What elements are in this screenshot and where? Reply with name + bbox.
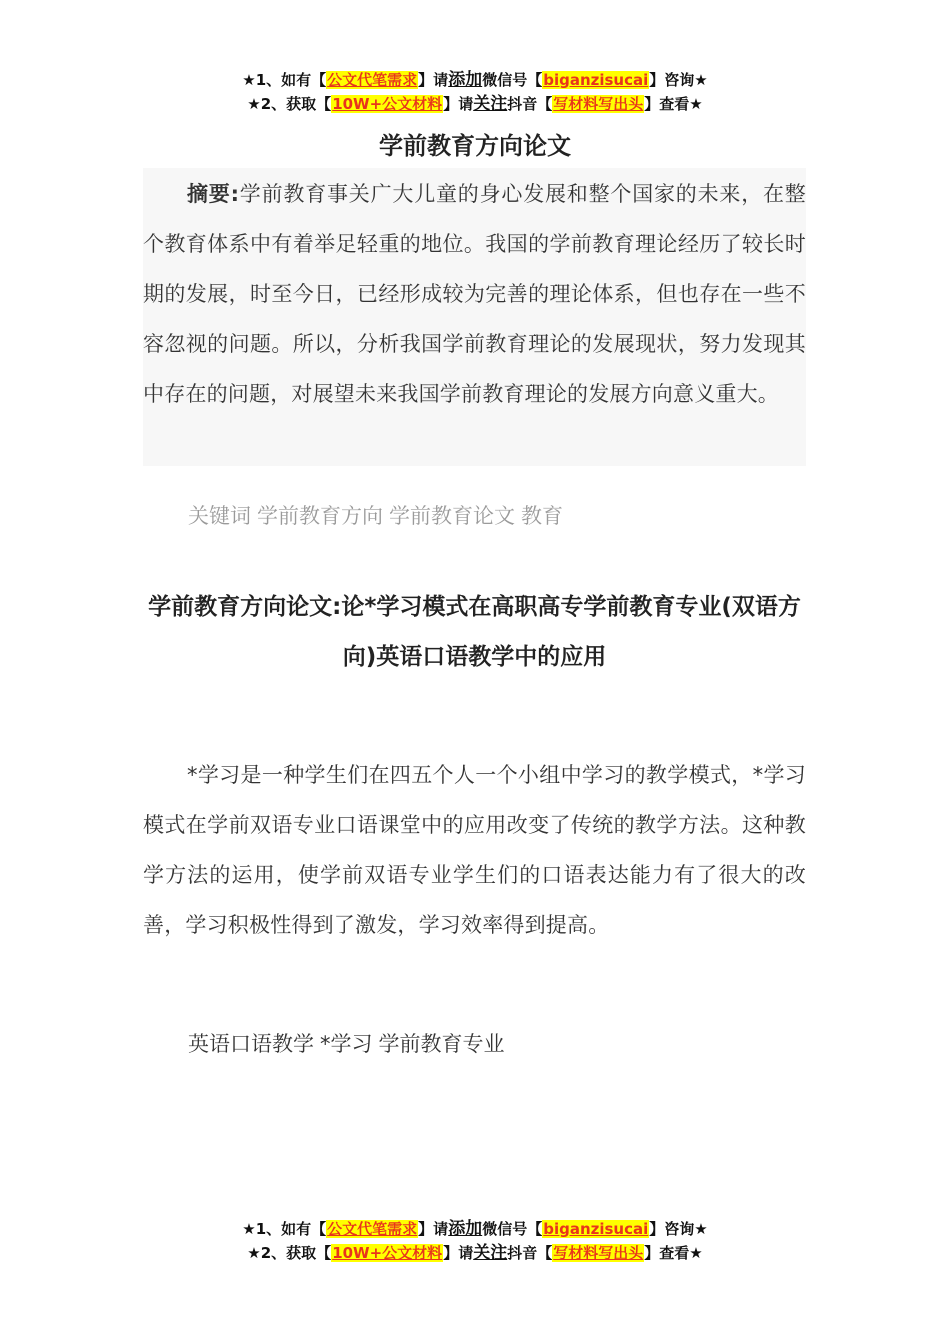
promo-line-1: ★1、如有【公文代笔需求】请添加微信号【biganzisucai】咨询★ [242,1219,708,1239]
keyword-item: *学习 [320,1032,373,1056]
promo-banner-top [0,68,950,116]
keyword-item: 教育 [521,504,563,528]
keyword-item: 英语口语教学 [188,1032,314,1056]
promo-line-1: ★1、如有【公文代笔需求】请添加微信号【biganzisucai】咨询★ [242,70,708,90]
promo-banner-bottom [0,1217,950,1265]
promo-highlight: 公文代笔需求 [327,1220,418,1238]
promo-highlight: 10W+公文材料 [332,1244,443,1262]
article-keywords [188,1028,505,1058]
abstract-paragraph [143,168,806,419]
promo-wechat-id: biganzisucai [543,1220,649,1238]
article-body [143,750,806,950]
keywords-line [188,500,563,530]
article-paragraph: *学习是一种学生们在四五个人一个小组中学习的教学模式，*学习模式在学前双语专业口语课堂中的应用改变了传统的教学方法。这种教学方法的运用，使学前双语专业学生们的口语表达能力有了很大的改善，学习积极性得到了激发，学习效率得到提高。 [143,763,806,937]
document-title: 学前教育方向论文 [379,132,571,160]
promo-douyin-id: 写材料写出头 [553,1244,644,1262]
promo-wechat-id: biganzisucai [543,71,649,89]
abstract-text: 学前教育事关广大儿童的身心发展和整个国家的未来，在整个教育体系中有着举足轻重的地位。我国的学前教育理论经历了较长时期的发展，时至今日，已经形成较为完善的理论体系，但也存在一些不容忽视的问题。所以，分析我国学前教育理论的发展现状，努力发现其中存在的问题，对展望未来我国学前教育理论的发展方向意义重大。 [143,182,806,406]
promo-highlight: 10W+公文材料 [332,95,443,113]
keyword-item: 学前教育专业 [378,1032,505,1056]
article-heading: 学前教育方向论文:论*学习模式在高职高专学前教育专业(双语方向)英语口语教学中的应用 [148,594,801,670]
abstract-label: 摘要: [187,182,240,206]
keyword-item: 学前教育论文 [389,504,515,528]
abstract-block [143,168,806,466]
promo-line-2: ★2、获取【10W+公文材料】请关注抖音【写材料写出头】查看★ [247,1243,703,1263]
promo-highlight: 公文代笔需求 [327,71,418,89]
promo-line-2: ★2、获取【10W+公文材料】请关注抖音【写材料写出头】查看★ [247,94,703,114]
keyword-item: 学前教育方向 [257,504,383,528]
keywords-label: 关键词 [188,504,251,528]
promo-douyin-id: 写材料写出头 [553,95,644,113]
